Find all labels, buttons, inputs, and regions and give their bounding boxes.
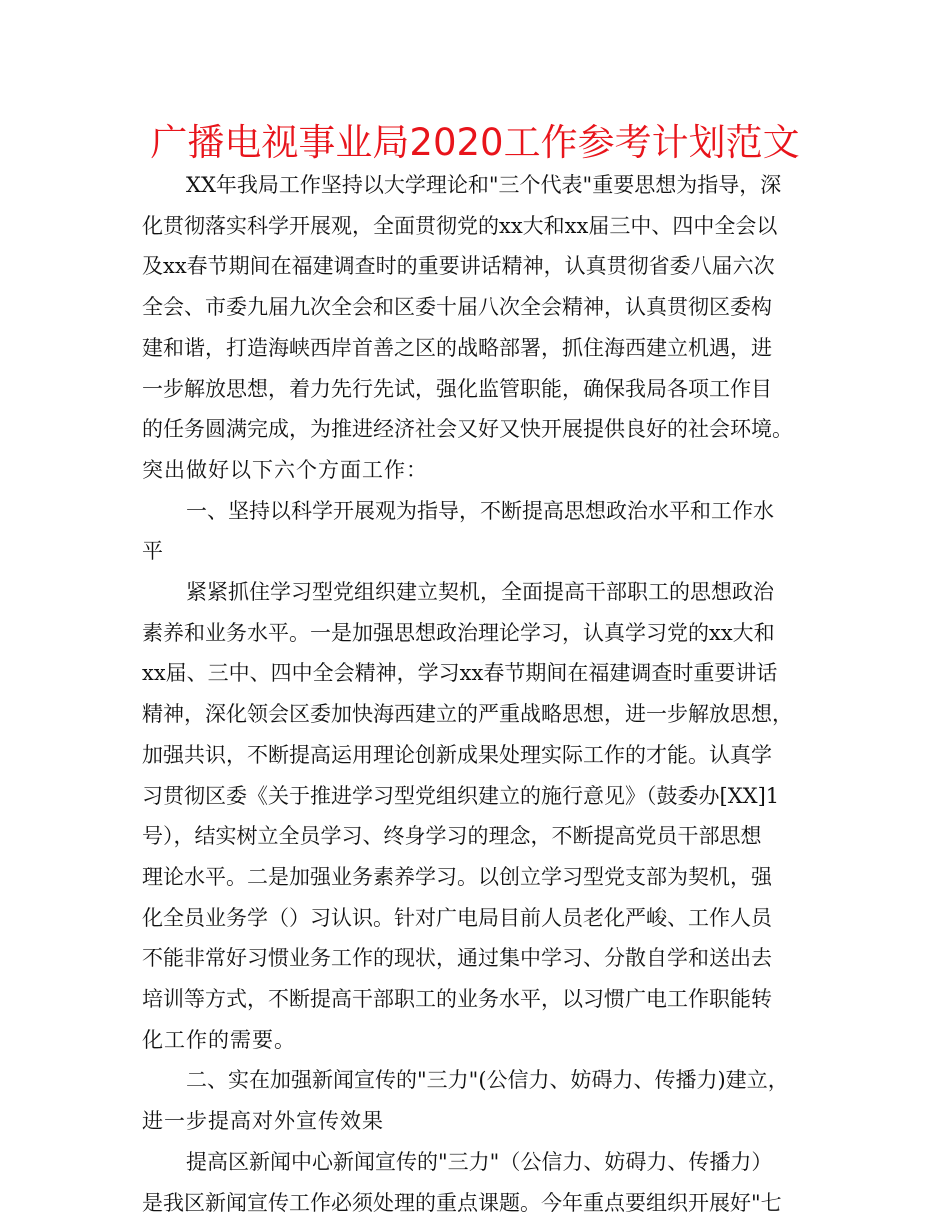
document-title: 广播电视事业局2020工作参考计划范文 [150,121,800,164]
body-text-line: 建和谐，打造海峡西岸首善之区的战略部署，抓住海西建立机遇，进 [142,336,772,360]
body-text-line: 一、坚持以科学开展观为指导，不断提高思想政治水平和工作水 [186,499,774,523]
body-text-line: 一步解放思想，着力先行先试，强化监管职能，确保我局各项工作目 [142,377,772,401]
body-text-line: 全会、市委九届九次全会和区委十届八次全会精神，认真贯彻区委构 [142,295,772,319]
body-text-line: XX年我局工作坚持以大学理论和"三个代表"重要思想为指导，深 [186,173,782,197]
body-text-line: 突出做好以下六个方面工作： [142,458,428,482]
body-text-line: 的任务圆满完成，为推进经济社会又好又快开展提供良好的社会环境。 [142,417,793,441]
body-text-line: 培训等方式，不断提高干部职工的业务水平，以习惯广电工作职能转 [142,987,772,1011]
body-text-line: 进一步提高对外宣传效果 [142,1109,384,1133]
body-text-line: 不能非常好习惯业务工作的现状，通过集中学习、分散自学和送出去 [142,946,772,970]
body-text-line: 提高区新闻中心新闻宣传的"三力"（公信力、妨碍力、传播力） [186,1150,773,1174]
body-text-line: 平 [142,539,164,563]
body-text-line: 号），结实树立全员学习、终身学习的理念，不断提高党员干部思想 [142,824,762,848]
body-text-line: 是我区新闻宣传工作必须处理的重点课题。今年重点要组织开展好"七 [142,1191,782,1215]
body-text-line: 化全员业务学（）习认识。针对广电局目前人员老化严峻、工作人员 [142,906,772,930]
body-text-line: 二、实在加强新闻宣传的"三力"(公信力、妨碍力、传播力)建立， [186,1068,789,1092]
body-text-line: 精神，深化领会区委加快海西建立的严重战略思想，进一步解放思想， [142,702,793,726]
body-text-line: 化工作的需要。 [142,1028,296,1052]
body-text-line: 化贯彻落实科学开展观，全面贯彻党的xx大和xx届三中、四中全会以 [142,214,778,238]
body-text-line: xx届、三中、四中全会精神，学习xx春节期间在福建调查时重要讲话 [142,661,778,685]
body-text-line: 加强共识，不断提高运用理论创新成果处理实际工作的才能。认真学 [142,743,772,767]
body-text-line: 素养和业务水平。一是加强思想政治理论学习，认真学习党的xx大和 [142,621,775,645]
body-text-line: 理论水平。二是加强业务素养学习。以创立学习型党支部为契机，强 [142,865,772,889]
body-text-line: 及xx春节期间在福建调查时的重要讲话精神，认真贯彻省委八届六次 [142,254,775,278]
body-text-line: 习贯彻区委《关于推进学习型党组织建立的施行意见》（鼓委办[XX]1 [142,784,780,808]
body-text-line: 紧紧抓住学习型党组织建立契机，全面提高干部职工的思想政治 [186,580,774,604]
